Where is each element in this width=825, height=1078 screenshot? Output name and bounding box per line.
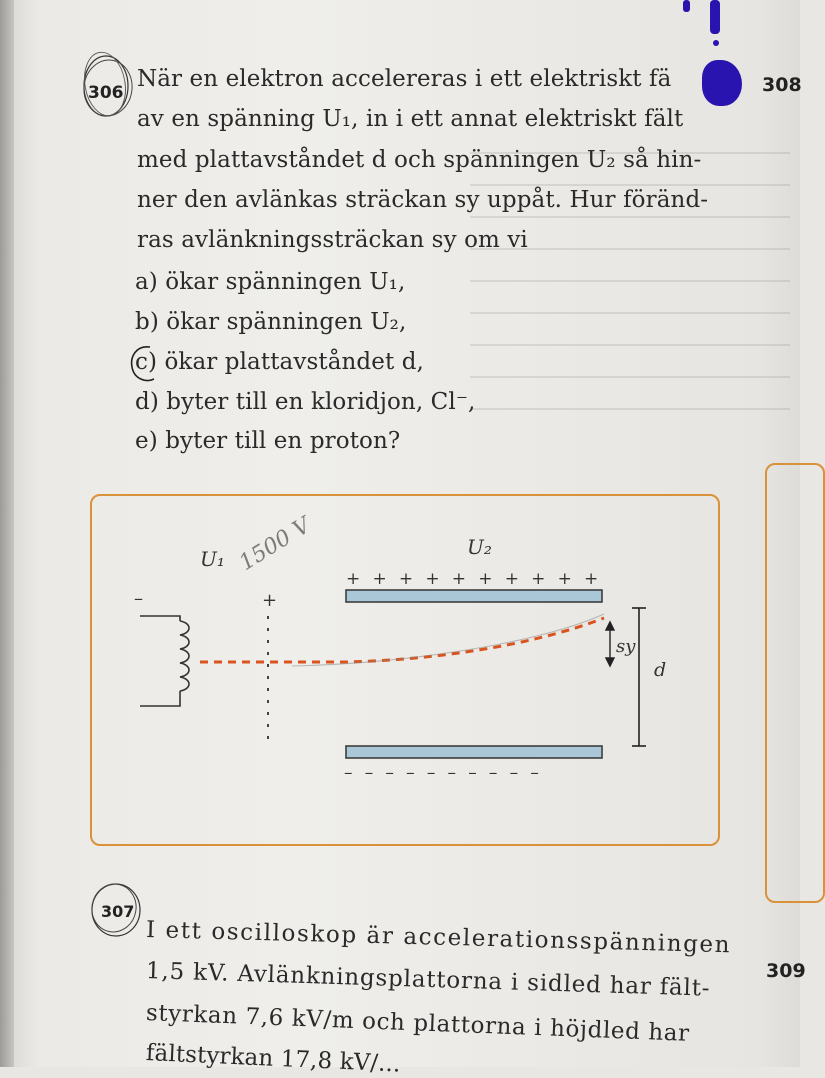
sy-label: sy: [616, 636, 636, 657]
u1-label: U₁: [200, 547, 225, 571]
problem-306-line-1: När en elektron accelereras i ett elektriskt fä: [137, 66, 672, 92]
bleed-through-text: [470, 140, 790, 440]
option-b: b) ökar spänningen U₂,: [135, 309, 407, 335]
electron-beam: [200, 618, 604, 662]
option-e: e) byter till en proton?: [135, 428, 401, 454]
bottom-plate-charge-row: – – – – – – – – – –: [344, 763, 543, 783]
d-dimension-bracket: [632, 608, 646, 746]
problem-306-line-5: ras avlänkningssträckan sy om vi: [137, 227, 528, 253]
margin-problem-number: 309: [766, 960, 806, 982]
margin-problem-number: 308: [762, 74, 802, 96]
cathode-minus-label: –: [134, 588, 143, 609]
problem-307-line-3: styrkan 7,6 kV/m och plattorna i höjdled har: [145, 1000, 691, 1047]
problem-number: 307: [101, 902, 135, 921]
sy-arrow-icon: [606, 622, 614, 666]
handwritten-voltage-note: 1500 V: [235, 512, 316, 576]
bottom-plate: [346, 746, 602, 758]
ink-dot: [713, 40, 719, 46]
problem-306-line-4: ner den avlänkas sträckan sy uppåt. Hur föränd-: [137, 187, 709, 213]
problem-307-line-1: I ett oscilloskop är accelerationsspänningen: [145, 917, 732, 959]
ink-mark: [710, 0, 720, 34]
top-plate-charge-row: + + + + + + + + + +: [346, 569, 602, 589]
option-d: d) byter till en kloridjon, Cl⁻,: [135, 389, 476, 415]
d-label: d: [654, 659, 667, 681]
option-c: c) ökar plattavståndet d,: [135, 349, 424, 375]
problem-307-line-2: 1,5 kV. Avlänkningsplattorna i sidled har fält-: [145, 958, 711, 1002]
ink-blot: [702, 60, 742, 106]
adjacent-figure-frame: [765, 463, 825, 903]
problem-306-line-2: av en spänning U₁, in i ett annat elektriskt fält: [137, 106, 684, 132]
top-plate: [346, 590, 602, 602]
ink-mark: [683, 0, 690, 12]
deflection-diagram: [92, 496, 718, 844]
option-a: a) ökar spänningen U₁,: [135, 269, 406, 295]
anode-plus-label: +: [262, 590, 278, 611]
coil-icon: [140, 616, 189, 706]
pencil-sketch-line: [292, 614, 604, 666]
problem-307-line-4: fältstyrkan 17,8 kV/...: [145, 1040, 402, 1078]
option-c-circle-icon: [128, 343, 164, 385]
problem-306-line-3: med plattavståndet d och spänningen U₂ så hin-: [137, 147, 702, 173]
page-gutter: [0, 0, 14, 1067]
diagram-frame: [90, 494, 720, 846]
u2-label: U₂: [467, 535, 492, 559]
problem-number: 306: [88, 83, 124, 103]
